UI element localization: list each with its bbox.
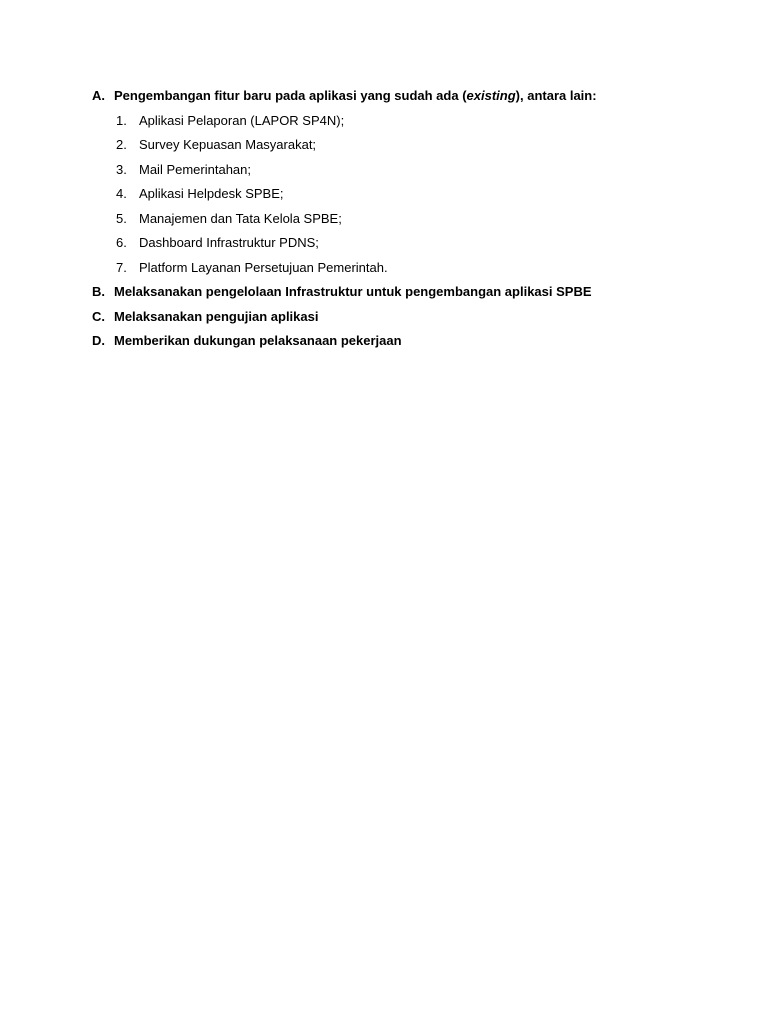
- sub-item-2: [92, 135, 732, 160]
- item-text-before: Pengembangan fitur baru pada aplikasi yang sudah ada (: [114, 88, 467, 103]
- item-text: Melaksanakan pengelolaan Infrastruktur untuk pengembangan aplikasi SPBE: [114, 284, 592, 299]
- outline-item-c: [92, 307, 732, 332]
- item-text-italic: existing: [466, 88, 516, 103]
- sub-item-marker: 1.: [116, 112, 127, 128]
- outline-item-d: [92, 331, 732, 356]
- item-marker: A.: [92, 88, 105, 103]
- sub-item-3: [92, 160, 732, 185]
- outline-item-a: [92, 86, 732, 111]
- outline-item-b: [92, 282, 732, 307]
- item-marker: C.: [92, 308, 105, 324]
- sub-item-text: Manajemen dan Tata Kelola SPBE;: [139, 210, 342, 226]
- sub-item-text: Mail Pemerintahan;: [139, 161, 251, 177]
- sub-item-marker: 6.: [116, 235, 127, 250]
- item-marker: B.: [92, 284, 105, 299]
- item-text: Melaksanakan pengujian aplikasi: [114, 308, 319, 324]
- sub-item-5: [92, 209, 732, 234]
- sub-item-marker: 4.: [116, 186, 127, 201]
- sub-item-marker: 7.: [116, 259, 127, 275]
- sub-item-text: Aplikasi Pelaporan (LAPOR SP4N);: [139, 112, 345, 128]
- sub-item-6: [92, 233, 732, 258]
- sub-item-text: Dashboard Infrastruktur PDNS;: [139, 235, 319, 250]
- sub-item-1: [92, 111, 732, 136]
- sub-item-marker: 2.: [116, 137, 127, 152]
- sub-item-text: Platform Layanan Persetujuan Pemerintah.: [139, 259, 388, 275]
- task-outline: [92, 86, 732, 356]
- item-text: Memberikan dukungan pelaksanaan pekerjaan: [114, 333, 402, 348]
- sub-item-text: Aplikasi Helpdesk SPBE;: [139, 186, 284, 201]
- item-text: [114, 86, 597, 106]
- item-text-after: ), antara lain:: [515, 88, 597, 103]
- sub-item-text: Survey Kepuasan Masyarakat;: [139, 137, 317, 152]
- sub-item-7: [92, 258, 732, 283]
- sub-item-4: [92, 184, 732, 209]
- item-marker: D.: [92, 333, 105, 348]
- sub-item-marker: 3.: [116, 161, 127, 177]
- sub-item-marker: 5.: [116, 210, 127, 226]
